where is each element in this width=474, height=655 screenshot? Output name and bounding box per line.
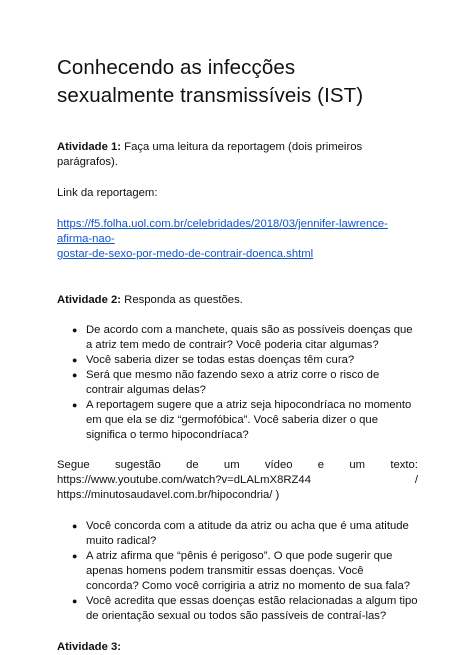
atividade-1-label: Atividade 1:	[57, 141, 122, 153]
suggestion-word: um	[223, 459, 240, 471]
link-label: Link da reportagem:	[57, 187, 158, 199]
reportagem-link[interactable]	[57, 218, 388, 260]
page-title: Conhecendo as infecções sexualmente transmissíveis (IST)	[57, 56, 364, 107]
list-item: ● Você acredita que essas doenças estão relacionadas a algum tipo de orientação sexual ou todos são passíveis de contraí-las?	[57, 594, 418, 624]
questions-list-2	[57, 519, 418, 624]
youtube-url: https://www.youtube.com/watch?v=dLALmX8RZ44	[57, 474, 311, 486]
list-item: ● A reportagem sugere que a atriz seja hipocondríaca no momento em que ela se diz “germofóbica”. Você saberia dizer o que significa o termo hipocondríaca?	[57, 398, 418, 443]
suggestion-line-1	[57, 458, 418, 473]
list-item: ● A atriz afirma que “pênis é perigoso”. O que pode sugerir que apenas homens podem transmitir essas doenças. Você concorda? Como você corrigiria a atriz no momento de sua fala?	[57, 549, 418, 594]
suggestion-word: texto:	[390, 459, 418, 471]
suggestion-line-2	[57, 473, 418, 488]
url-separator: /	[414, 474, 418, 486]
suggestion-word: de	[186, 459, 199, 471]
atividade-2	[57, 293, 418, 308]
suggestion-word: sugestão	[114, 459, 161, 471]
suggestion-block	[57, 458, 418, 503]
list-item: ● Será que mesmo não fazendo sexo a atriz corre o risco de contrair algumas delas?	[57, 368, 418, 398]
atividade-2-label: Atividade 2:	[57, 294, 122, 306]
suggestion-word: vídeo	[264, 459, 293, 471]
atividade-2-text: Responda as questões.	[121, 294, 243, 306]
atividade-3-label: Atividade 3:	[57, 641, 122, 653]
list-item: ● Você saberia dizer se todas estas doenças têm cura?	[57, 353, 418, 368]
questions-list-1	[57, 323, 418, 443]
atividade-1-text: Faça uma leitura da reportagem (dois primeiros parágrafos).	[57, 141, 363, 168]
reportagem-link-line-1: https://f5.folha.uol.com.br/celebridades/2018/03/jennifer-lawrence-afirma-nao-	[57, 218, 388, 245]
list-item: ● Você concorda com a atitude da atriz ou acha que é uma atitude muito radical?	[57, 519, 418, 549]
list-item: ● De acordo com a manchete, quais são as possíveis doenças que a atriz tem medo de contrair? Você poderia citar algumas?	[57, 323, 418, 353]
suggestion-word: um	[349, 459, 366, 471]
reportagem-link-line-2: gostar-de-sexo-por-medo-de-contrair-doenca.shtml	[57, 248, 314, 260]
suggestion-word: Segue	[57, 459, 90, 471]
atividade-1	[57, 140, 418, 170]
reportagem-link-block	[57, 217, 418, 262]
suggestion-word: e	[317, 459, 325, 471]
minutosaudavel-url: https://minutosaudavel.com.br/hipocondria/ )	[57, 489, 280, 501]
